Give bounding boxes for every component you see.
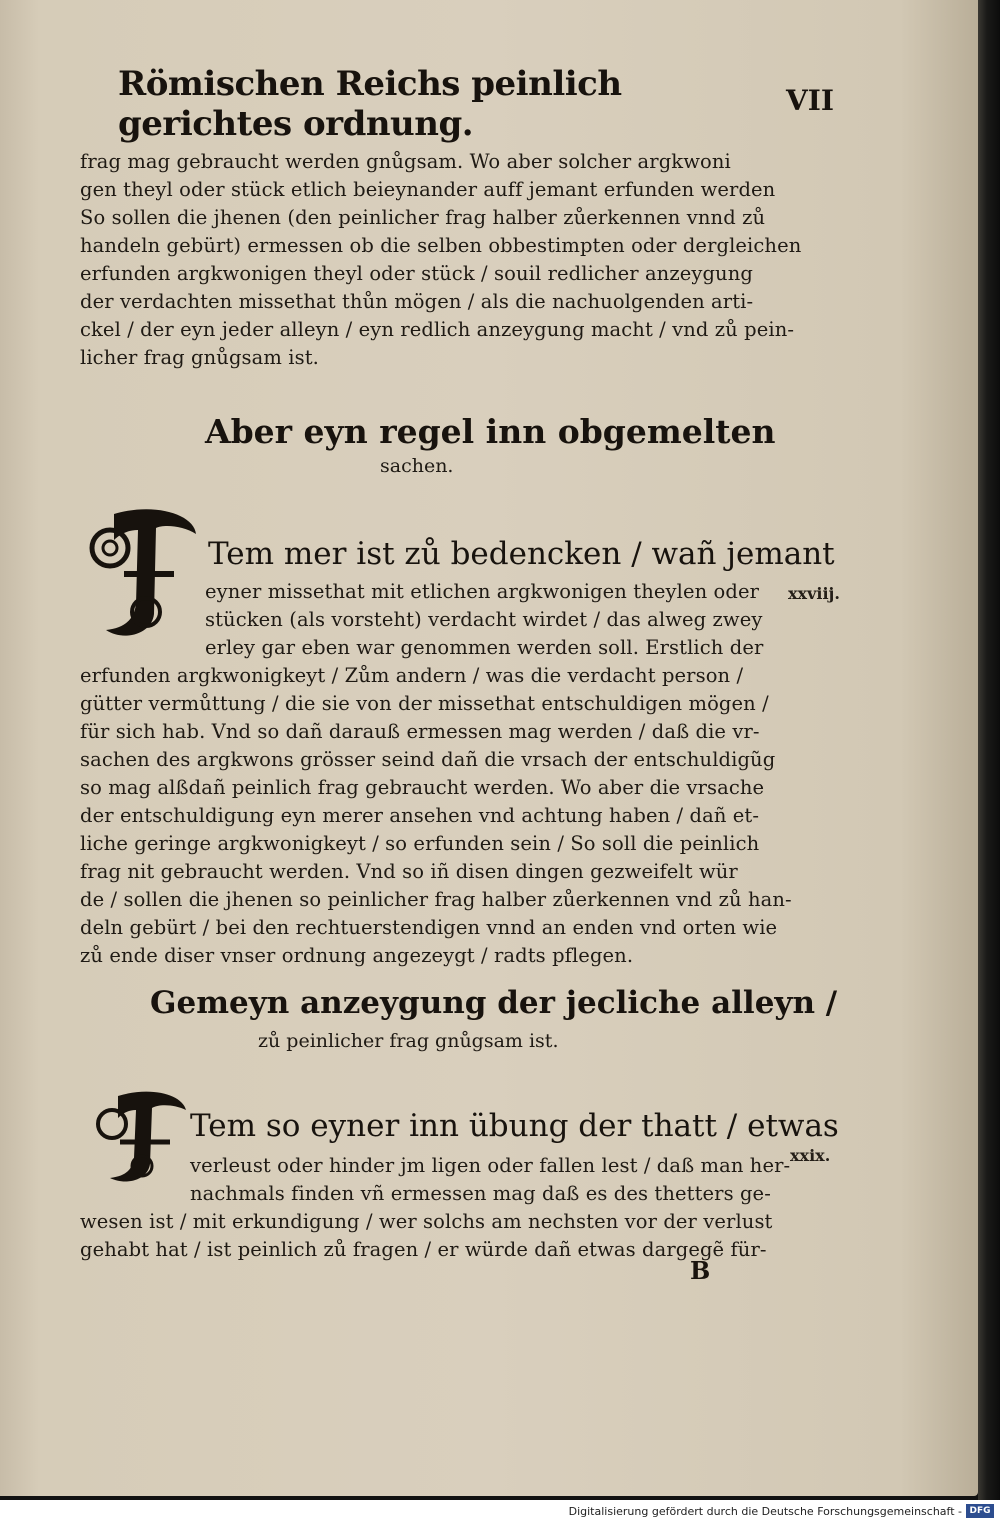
decorated-initial-I: [84, 504, 204, 644]
text-line: liche geringe argkwonigkeyt / so erfunden sein / So soll die peinlich: [80, 832, 760, 855]
text-line: so mag alßdañ peinlich frag gebraucht werden. Wo aber die vrsache: [80, 776, 765, 799]
signature-mark: B: [690, 1256, 711, 1285]
text-line: für sich hab. Vnd so dañ darauß ermessen mag werden / daß die vr-: [80, 720, 760, 743]
text-line: gen theyl oder stück etlich beieynander auff jemant erfunden werden: [80, 178, 776, 201]
text-line: So sollen die jhenen (den peinlicher frag halber zůerkennen vnnd zů: [80, 206, 766, 229]
text-line: gütter vermůttung / die sie von der missethat entschuldigen mögen /: [80, 692, 769, 715]
section-subheading: sachen.: [380, 455, 454, 477]
dfg-logo: DFG: [966, 1504, 994, 1518]
section-first-line: Tem mer ist zů bedencken / wañ jemant: [208, 536, 835, 572]
article-number: xxviij.: [788, 584, 840, 603]
text-line: handeln gebürt) ermessen ob die selben obbestimpten oder dergleichen: [80, 234, 802, 257]
section-subheading: zů peinlicher frag gnůgsam ist.: [258, 1030, 559, 1052]
text-line: frag mag gebraucht werden gnůgsam. Wo aber solcher argkwoni: [80, 150, 731, 173]
section-heading: Gemeyn anzeygung der jecliche alleyn /: [150, 985, 838, 1021]
text-line: frag nit gebraucht werden. Vnd so iñ disen dingen gezweifelt wür: [80, 860, 738, 883]
funding-notice: Digitalisierung gefördert durch die Deutsche Forschungsgemeinschaft -: [568, 1505, 962, 1518]
folio-number: VII: [786, 84, 834, 117]
text-line: deln gebürt / bei den rechtuerstendigen vnnd an enden vnd orten wie: [80, 916, 778, 939]
decorated-initial-I: [90, 1088, 190, 1188]
text-line: wesen ist / mit erkundigung / wer solchs am nechsten vor der verlust: [80, 1210, 773, 1233]
text-line: ckel / der eyn jeder alleyn / eyn redlich anzeygung macht / vnd zů pein-: [80, 318, 795, 341]
text-line: sachen des argkwons grösser seind dañ die vrsach der entschuldigũg: [80, 748, 776, 771]
article-number: xxix.: [790, 1146, 831, 1165]
text-line: verleust oder hinder jm ligen oder fallen lest / daß man her-: [190, 1154, 791, 1177]
page-edge-shadow: [978, 0, 1000, 1500]
section-heading: Aber eyn regel inn obgemelten: [205, 412, 776, 451]
text-line: zů ende diser vnser ordnung angezeygt / radts pflegen.: [80, 944, 634, 967]
text-line: eyner missethat mit etlichen argkwonigen theylen oder: [205, 580, 760, 603]
text-line: nachmals finden vñ ermessen mag daß es des thetters ge-: [190, 1182, 771, 1205]
text-line: erley gar eben war genommen werden soll. Erstlich der: [205, 636, 764, 659]
footer-bar: [0, 1500, 1000, 1523]
text-line: licher frag gnůgsam ist.: [80, 346, 319, 369]
text-line: stücken (als vorsteht) verdacht wirdet / das alweg zwey: [205, 608, 763, 631]
text-line: der entschuldigung eyn merer ansehen vnd achtung haben / dañ et-: [80, 804, 760, 827]
text-line: gehabt hat / ist peinlich zů fragen / er würde dañ etwas dargegẽ für-: [80, 1238, 767, 1261]
running-head: Römischen Reichs peinlich gerichtes ordnung.: [118, 64, 622, 144]
text-line: erfunden argkwonigkeyt / Zům andern / was die verdacht person /: [80, 664, 744, 687]
text-line: der verdachten missethat thůn mögen / als die nachuolgenden arti-: [80, 290, 754, 313]
text-line: de / sollen die jhenen so peinlicher frag halber zůerkennen vnd zů han-: [80, 888, 792, 911]
text-line: erfunden argkwonigen theyl oder stück / souil redlicher anzeygung: [80, 262, 753, 285]
section-first-line: Tem so eyner inn übung der thatt / etwas: [190, 1108, 839, 1144]
